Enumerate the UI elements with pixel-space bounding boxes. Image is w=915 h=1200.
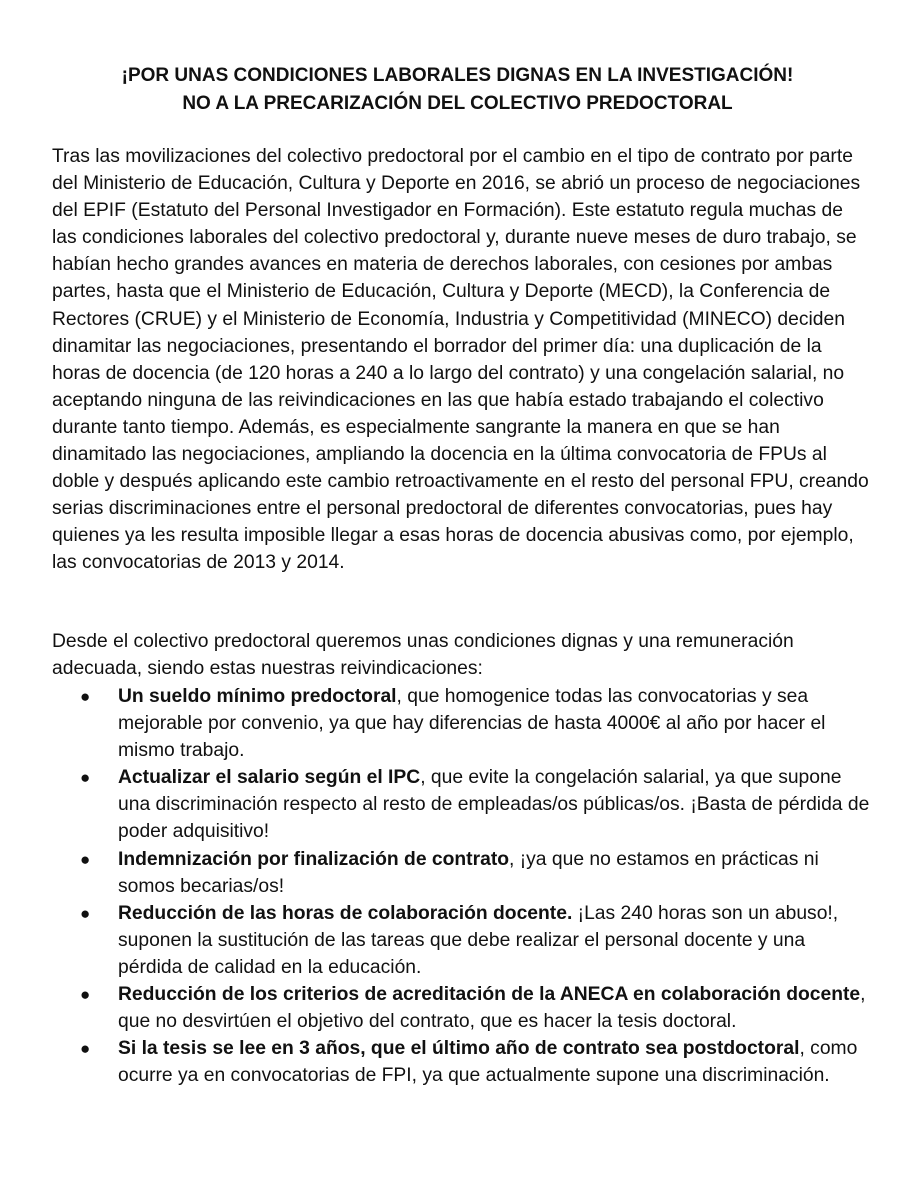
bullet-icon: ● xyxy=(80,768,91,788)
list-item xyxy=(52,764,872,845)
demand-bold-text: Actualizar el salario según el IPC xyxy=(118,767,421,789)
demand-text: , ¡ya que no estamos en prácticas ni somos becarias/os! xyxy=(118,848,819,897)
intro-paragraph: Tras las movilizaciones del colectivo predoctoral por el cambio en el tipo de contrato por parte del Ministerio de Educación, Cultura y Deporte en 2016, se abrió un proceso de negociaciones del EPIF (Estatuto del Personal Investigador en Formación). Este estatuto regula muchas de las condiciones laborales del colectivo predoctoral y, durante nueve meses de duro trabajo, se habían hecho grandes avances en materia de derechos laborales, con cesiones por ambas partes, hasta que el Ministerio de Educación, Cultura y Deporte (MECD), la Conferencia de Rectores (CRUE) y el Ministerio de Economía, Industria y Competitividad (MINECO) deciden dinamitar las negociaciones, presentando el borrador del primer día: una duplicación de la horas de docencia (de 120 horas a 240 a lo largo del contrato) y una congelación salarial, no aceptando ninguna de las reivindicaciones en las que había estado trabajando el colectivo durante tanto tiempo. Además, es especialmente sangrante la manera en que se han dinamitado las negociaciones, ampliando la docencia en la última convocatoria de FPUs al doble y después aplicando este cambio retroactivamente en el resto del personal FPU, creando serias discriminaciones entre el personal predoctoral de diferentes convocatorias, pues hay quienes ya les resulta imposible llegar a esas horas de docencia abusivas como, por ejemplo, las convocatorias de 2013 y 2014. xyxy=(52,146,869,574)
demand-text: , que no desvirtúen el objetivo del contrato, que es hacer la tesis doctoral. xyxy=(118,984,866,1033)
list-item xyxy=(52,900,872,981)
demand-text: , como ocurre ya en convocatorias de FPI, ya que actualmente supone una discriminación. xyxy=(118,1038,858,1087)
demand-bold-text: Indemnización por finalización de contrato xyxy=(118,848,510,870)
title-line-2: NO A LA PRECARIZACIÓN DEL COLECTIVO PREDOCTORAL xyxy=(182,93,733,114)
demand-text: , que evite la congelación salarial, ya que supone una discriminación respecto al resto de empleadas/os públicas/os. ¡Basta de pérdida de poder adquisitivo! xyxy=(118,767,870,843)
list-item xyxy=(52,846,872,900)
bullet-icon: ● xyxy=(80,687,91,706)
demand-bold-text: Reducción de las horas de colaboración docente. xyxy=(118,902,573,924)
demand-bold-text: Si la tesis se lee en 3 años, que el último año de contrato sea postdoctoral xyxy=(118,1038,800,1060)
demand-bold-text: Reducción de los criterios de acreditación de la ANECA en colaboración docente xyxy=(118,984,861,1006)
document-title xyxy=(0,62,915,118)
bullet-icon: ● xyxy=(80,1039,91,1059)
demands-list xyxy=(52,683,872,1089)
demands-intro-paragraph: Desde el colectivo predoctoral queremos unas condiciones dignas y una remuneración adecuada, siendo estas nuestras reivindicaciones: xyxy=(52,631,794,680)
demand-bold-text: Un sueldo mínimo predoctoral xyxy=(118,686,397,707)
title-line-1: ¡POR UNAS CONDICIONES LABORALES DIGNAS EN LA INVESTIGACIÓN! xyxy=(121,65,794,86)
list-item xyxy=(52,981,872,1035)
demand-text: ¡Las 240 horas son un abuso!, suponen la sustitución de las tareas que debe realizar el personal docente y una pérdida de calidad en la educación. xyxy=(118,902,839,978)
bullet-icon: ● xyxy=(80,903,91,923)
list-item xyxy=(52,1035,872,1089)
list-item xyxy=(52,683,872,764)
bullet-icon: ● xyxy=(80,849,91,869)
demand-text: , que homogenice todas las convocatorias y sea mejorable por convenio, ya que hay diferencias de hasta 4000€ al año por hacer el mismo trabajo. xyxy=(118,686,826,762)
bullet-icon: ● xyxy=(80,985,91,1005)
